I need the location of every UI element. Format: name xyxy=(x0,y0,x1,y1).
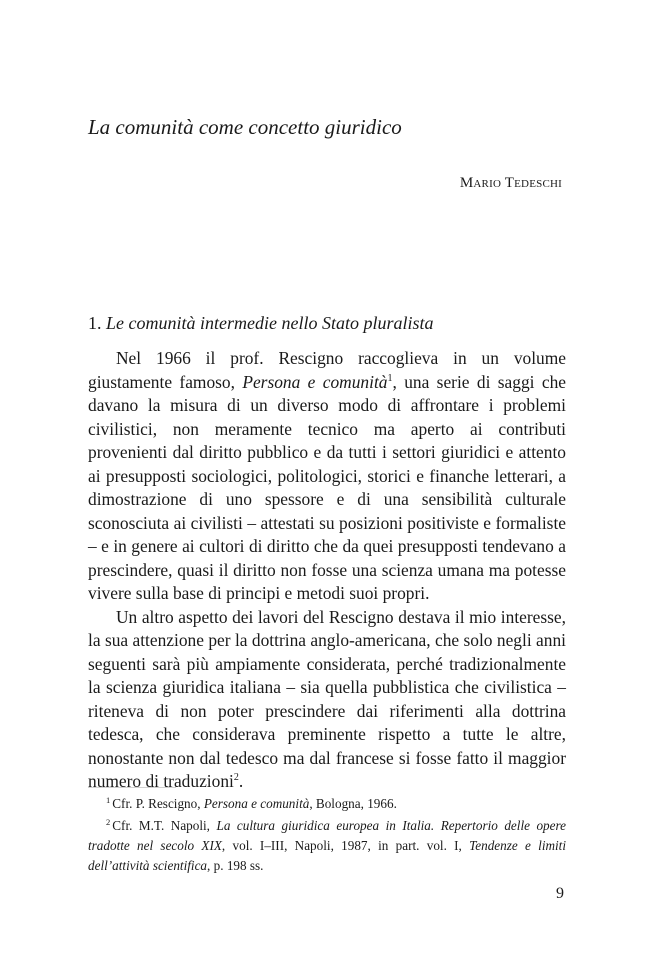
footnote-divider xyxy=(88,787,176,788)
paragraph-2 xyxy=(88,606,566,794)
footnote-2 xyxy=(88,816,566,876)
paragraph-text: Nel 1966 il prof. Rescigno raccoglieva in un volume giustamente famoso, xyxy=(88,348,566,392)
footnote-title: Persona e comunità xyxy=(203,796,310,811)
footnote-mark: 2 xyxy=(106,816,111,827)
footnote-title: Tendenze e limiti dell’attività scientifica xyxy=(88,838,566,873)
footnote-reference[interactable]: 1 xyxy=(387,372,393,384)
footnote-1 xyxy=(88,794,566,814)
footnote-text: , Bologna, 1966. xyxy=(309,796,397,811)
section-heading xyxy=(88,310,433,336)
article-title: La comunità come concetto giuridico xyxy=(88,115,402,139)
paragraph-text: Un altro aspetto dei lavori del Rescigno destava il mio interesse, la sua attenzione per la dottrina anglo-americana, che solo negli anni seguenti sarà più ampiamente considerata, perché tradizionalmente la scienza giuridica italiana – sia quella pubblistica che civilistica – riteneva di non poter prescindere dai riferimenti alla dottrina tedesca, che considerava preminente rispetto a tutte le altre, nonostante non dal tedesco ma dal francese si fosse fatto il maggior numero di traduzioni xyxy=(88,606,566,791)
section-title: Le comunità intermedie nello Stato pluralista xyxy=(106,313,434,333)
footnote-text: , p. 198 ss. xyxy=(207,858,264,873)
footnote-title: La cultura giuridica europea in Italia. Repertorio delle opere tradotte nel secolo XIX xyxy=(88,818,566,853)
footnote-mark: 1 xyxy=(106,794,111,805)
footnote-text: Cfr. P. Rescigno, xyxy=(112,796,204,811)
footnote-reference[interactable]: 2 xyxy=(233,772,239,784)
paragraph-1 xyxy=(88,347,566,606)
footnote-text: Cfr. M.T. Napoli, xyxy=(112,818,217,833)
book-title: Persona e comunità xyxy=(242,371,388,392)
body-text xyxy=(88,347,566,794)
footnote-text: , vol. I–III, Napoli, 1987, in part. vol. I, xyxy=(221,838,470,853)
paragraph-text: , una serie di saggi che davano la misura di un diverso modo di affrontare i problemi civilistici, non meramente tecnico ma aperto ai contributi provenienti dal diritto pubblico e da tutti i settori giuridici e attento ai presupposti sociologici, politologici, storici e finanche letterari, a dimostrazione di uno spessore e di una sensibilità culturale sconosciuta ai civilisti – attestati su posizioni positiviste e formaliste – e in genere ai cultori di diritto che da quei presupposti tendevano a prescindere, quasi il diritto non fosse una scienza umana ma potesse vivere sulla base di principi e metodi suoi propri. xyxy=(88,371,566,603)
page-number: 9 xyxy=(556,885,564,902)
paragraph-end: . xyxy=(238,771,244,791)
section-number: 1. xyxy=(88,313,102,333)
author-name: Mario Tedeschi xyxy=(459,175,562,191)
footnotes xyxy=(88,794,566,878)
